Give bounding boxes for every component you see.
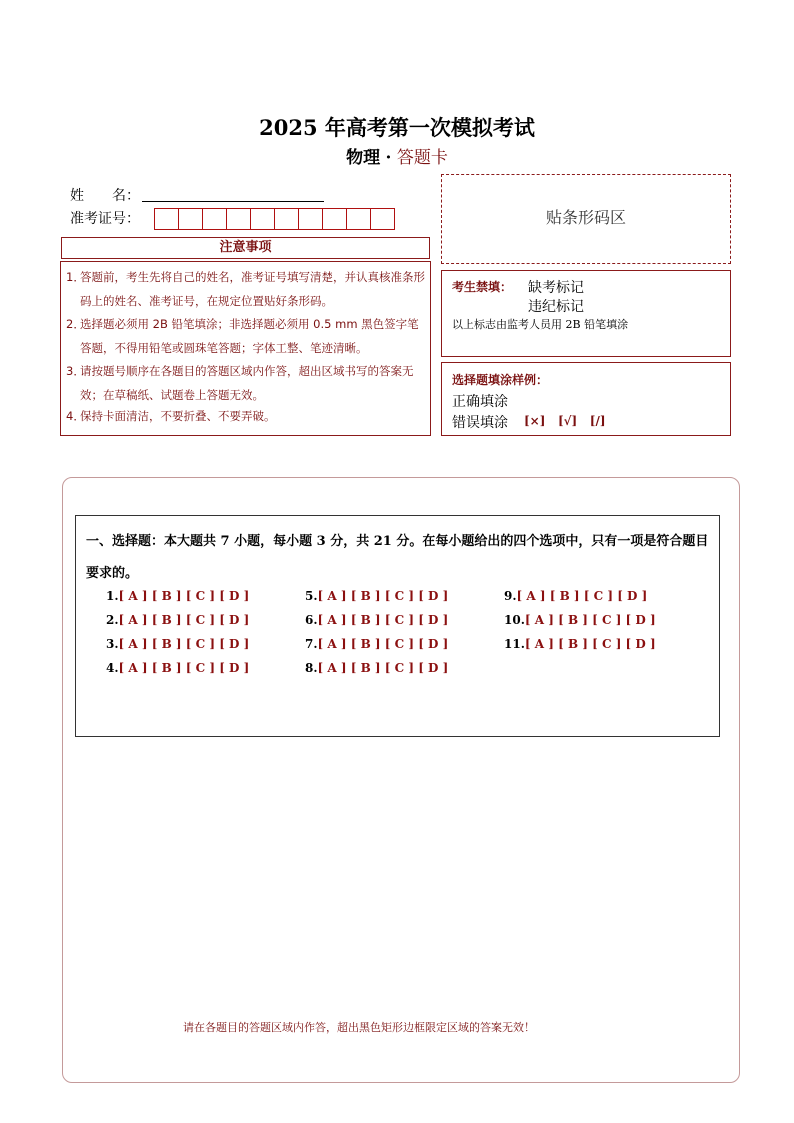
exam-id-digit-box[interactable]: [322, 208, 347, 230]
exam-id-digit-box[interactable]: [346, 208, 371, 230]
subtitle-separator: ·: [385, 148, 392, 168]
name-label: 姓 名：: [70, 188, 140, 204]
wrong-fill-marks: [×] [√] [/]: [524, 414, 606, 428]
question-5[interactable]: 5.[ A ] [ B ] [ C ] [ D ]: [305, 589, 449, 603]
choice-section: [75, 515, 720, 737]
question-4[interactable]: 4.[ A ] [ B ] [ C ] [ D ]: [106, 661, 250, 675]
page-subtitle: [0, 143, 794, 168]
sample-label: 选择题填涂样例：: [452, 373, 549, 387]
forbid-note: 以上标志由监考人员用 2B 铅笔填涂: [452, 318, 629, 331]
exam-id-boxes[interactable]: [155, 208, 395, 230]
footer-note: 请在各题目的答题区域内作答，超出黑色矩形边框限定区域的答案无效！: [183, 1021, 535, 1034]
exam-id-digit-box[interactable]: [154, 208, 179, 230]
question-8[interactable]: 8.[ A ] [ B ] [ C ] [ D ]: [305, 661, 449, 675]
exam-id-digit-box[interactable]: [274, 208, 299, 230]
exam-id-label: 准考证号：: [70, 211, 140, 227]
absent-mark[interactable]: 缺考标记: [528, 280, 584, 296]
notice-item: 3． 请按题号顺序在各题目的答题区域内作答，超出区域书写的答案无效；在草稿纸、试题卷上答题无效。: [66, 364, 414, 402]
question-6[interactable]: 6.[ A ] [ B ] [ C ] [ D ]: [305, 613, 449, 627]
question-9[interactable]: 9.[ A ] [ B ] [ C ] [ D ]: [504, 589, 648, 603]
notice-title: 注意事项: [61, 237, 430, 259]
forbid-label: 考生禁填：: [452, 280, 513, 294]
question-3[interactable]: 3.[ A ] [ B ] [ C ] [ D ]: [106, 637, 250, 651]
question-7[interactable]: 7.[ A ] [ B ] [ C ] [ D ]: [305, 637, 449, 651]
exam-id-digit-box[interactable]: [370, 208, 395, 230]
correct-fill-label: 正确填涂: [452, 394, 508, 410]
exam-id-digit-box[interactable]: [298, 208, 323, 230]
exam-id-digit-box[interactable]: [202, 208, 227, 230]
exam-id-digit-box[interactable]: [178, 208, 203, 230]
question-2[interactable]: 2.[ A ] [ B ] [ C ] [ D ]: [106, 613, 250, 627]
question-1[interactable]: 1.[ A ] [ B ] [ C ] [ D ]: [106, 589, 250, 603]
name-field[interactable]: [142, 200, 324, 202]
notice-box: [60, 261, 431, 436]
question-11[interactable]: 11.[ A ] [ B ] [ C ] [ D ]: [504, 637, 656, 651]
notice-item: 2． 选择题必须用 2B 铅笔填涂；非选择题必须用 0.5 mm 黑色签字笔答题，不得用铅笔或圆珠笔答题；字体工整、笔迹清晰。: [66, 317, 419, 355]
violation-mark[interactable]: 违纪标记: [528, 299, 584, 315]
exam-id-digit-box[interactable]: [226, 208, 251, 230]
notice-item: 1． 答题前，考生先将自己的姓名，准考证号填写清楚，并认真核准条形码上的姓名、准考证号，在规定位置贴好条形码。: [66, 270, 425, 308]
question-10[interactable]: 10.[ A ] [ B ] [ C ] [ D ]: [504, 613, 656, 627]
barcode-area: 贴条形码区: [441, 174, 731, 264]
subject-label: 物理: [346, 148, 381, 168]
page-title: 2025 年高考第一次模拟考试: [259, 115, 535, 140]
wrong-fill-label: 错误填涂: [452, 415, 508, 431]
notice-item: 4． 保持卡面清洁，不要折叠、不要弄破。: [66, 409, 276, 423]
exam-id-digit-box[interactable]: [250, 208, 275, 230]
forbid-box: [441, 270, 731, 357]
answer-card-label: 答题卡: [396, 148, 448, 168]
sample-box: [441, 362, 731, 436]
section-instruction: 一、选择题：本大题共 7 小题，每小题 3 分，共 21 分。在每小题给出的四个选项中，只有一项是符合题目要求的。: [86, 534, 709, 581]
